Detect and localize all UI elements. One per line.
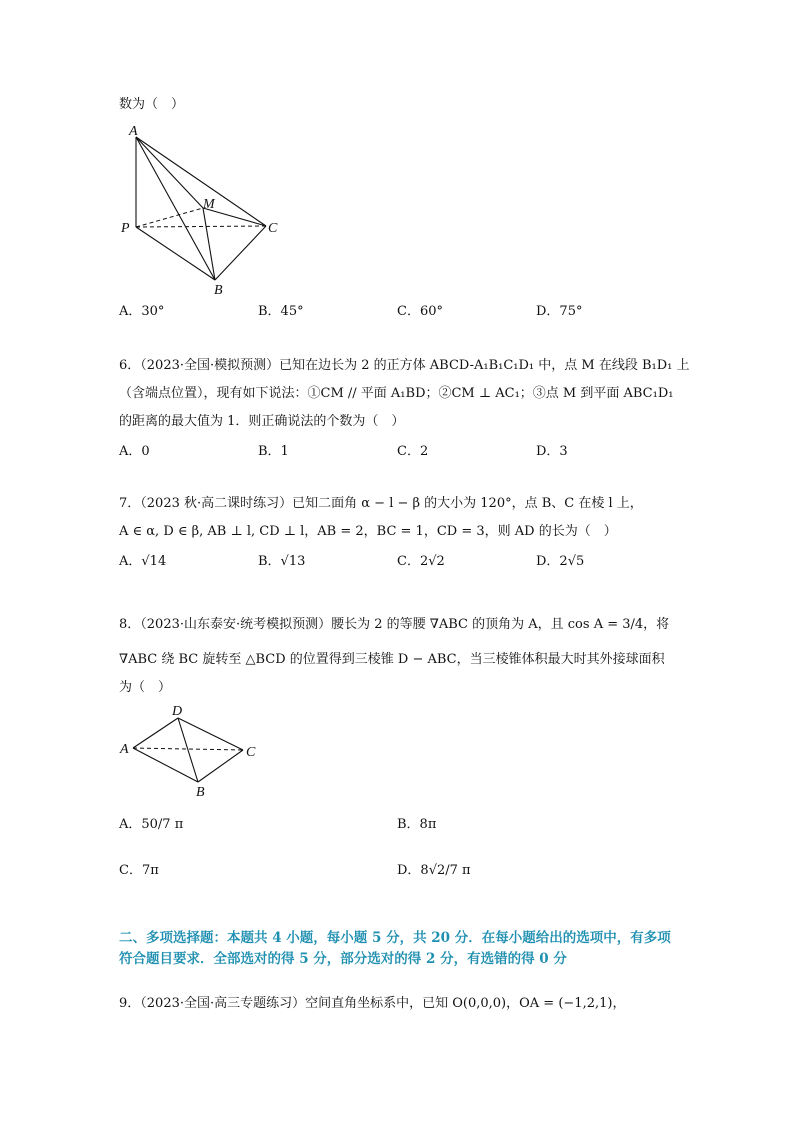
q6-option-a: A．0: [119, 444, 150, 459]
q5-option-c: C．60°: [397, 304, 443, 319]
q8-option-b: B．8π: [397, 817, 437, 832]
label-d: D: [172, 704, 183, 719]
q7-option-a: A．√14: [119, 554, 167, 569]
q6-line-2: （含端点位置），现有如下说法：①CM // 平面 A₁BD；②CM ⊥ AC₁；③点 M 到平面 ABC₁D₁: [119, 386, 674, 401]
label-b2: B: [196, 785, 205, 800]
label-c2: C: [246, 745, 256, 760]
q9-line-1: 9．（2023·全国·高三专题练习）空间直角坐标系中，已知 O(0,0,0)，OA = (−1,2,1)，: [119, 996, 626, 1011]
q5-option-d: D．75°: [536, 304, 583, 319]
q8-option-d: D．8√2/7 π: [397, 863, 471, 878]
q8-option-a: A．50/7 π: [119, 817, 184, 832]
label-b: B: [214, 283, 223, 298]
q7-option-c: C．2√2: [397, 554, 445, 569]
label-a: A: [129, 124, 138, 139]
label-m: M: [203, 197, 215, 212]
q6-line-3: 的距离的最大值为 1．则正确说法的个数为（ ）: [119, 414, 405, 429]
tetrahedron-figure: [118, 703, 268, 800]
q7-option-d: D．2√5: [536, 554, 585, 569]
label-p: P: [121, 221, 130, 236]
q8-line-2: ∇ABC 绕 BC 旋转至 △BCD 的位置得到三棱锥 D − ABC，当三棱锥体积最大时其外接球面积: [119, 652, 665, 667]
q6-line-1: 6．（2023·全国·模拟预测）已知在边长为 2 的正方体 ABCD-A₁B₁C₁D₁ 中，点 M 在线段 B₁D₁ 上: [119, 358, 690, 373]
q8-option-c: C．7π: [119, 863, 159, 878]
q8-line-1: 8．（2023·山东泰安·统考模拟预测）腰长为 2 的等腰 ∇ABC 的顶角为 A，且 cos A = 3/4，将: [119, 617, 670, 632]
section-2-heading: 二、多项选择题：本题共 4 小题，每小题 5 分，共 20 分．在每小题给出的选项中，有多项符合题目要求．全部选对的得 5 分，部分选对的得 2 分，有选错的得 0 分: [119, 930, 671, 967]
question-5-tail: 数为（ ）: [119, 97, 185, 112]
label-a2: A: [120, 742, 129, 757]
q8-line-3: 为（ ）: [119, 680, 172, 695]
q7-line-1: 7．（2023 秋·高二课时练习）已知二面角 α − l − β 的大小为 120°，点 B、C 在棱 l 上，: [119, 496, 643, 511]
q6-option-d: D．3: [536, 444, 568, 459]
label-c: C: [268, 221, 278, 236]
q7-line-2: A ∈ α, D ∈ β, AB ⊥ l, CD ⊥ l，AB = 2，BC = 1，CD = 3，则 AD 的长为（ ）: [119, 524, 617, 539]
q6-option-b: B．1: [258, 444, 289, 459]
pyramid-figure: [118, 122, 288, 298]
q5-option-b: B．45°: [258, 304, 304, 319]
q7-option-b: B．√13: [258, 554, 306, 569]
q5-option-a: A．30°: [119, 304, 165, 319]
q6-option-c: C．2: [397, 444, 429, 459]
